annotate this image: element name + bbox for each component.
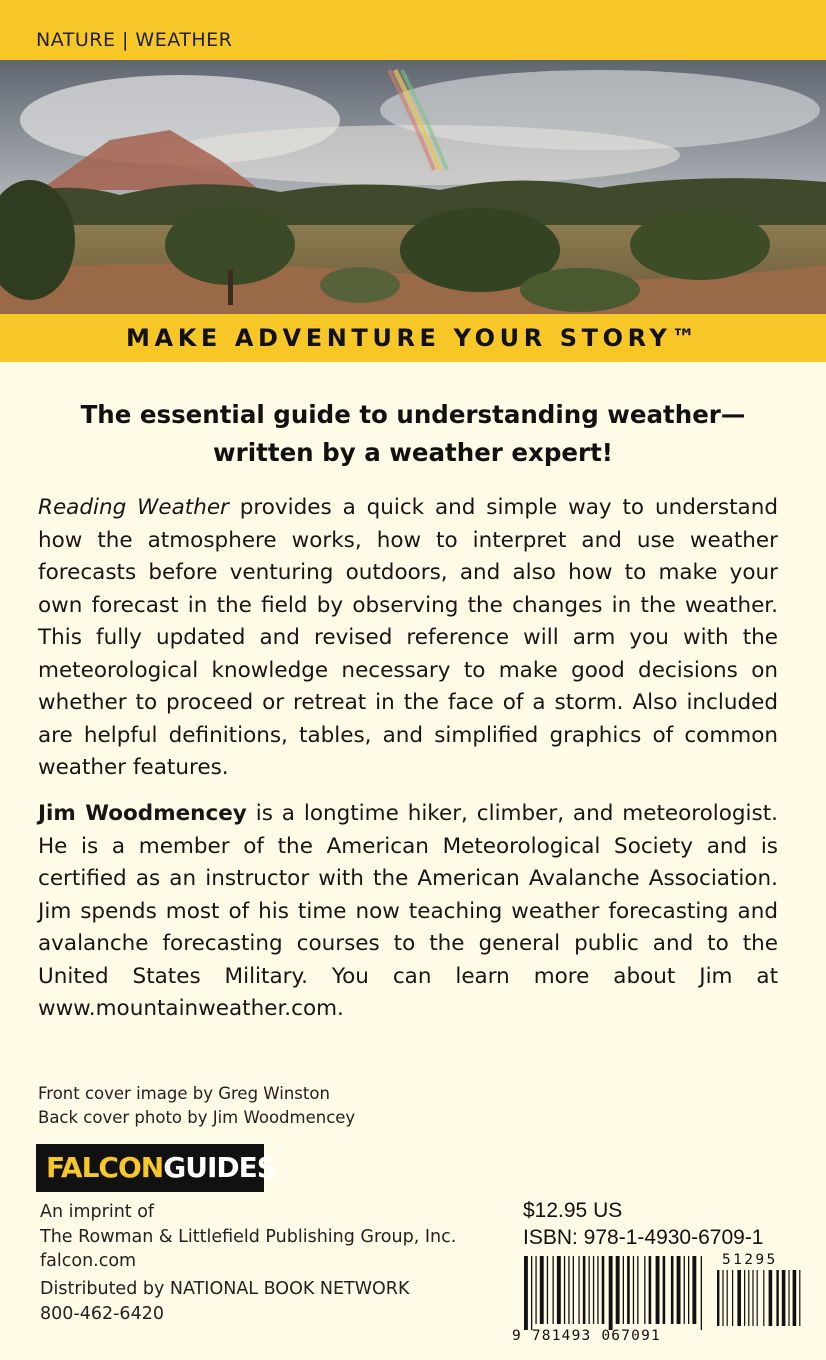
author-name: Jim Woodmencey	[38, 801, 247, 826]
slogan-banner	[0, 314, 826, 362]
barcode-addon-bar	[763, 1270, 764, 1326]
barcode-bar	[663, 1256, 666, 1324]
registered-mark: ®	[275, 1146, 284, 1156]
barcode-bar	[684, 1256, 685, 1324]
barcode-bar	[589, 1256, 590, 1324]
landscape-rainbow-photo-icon	[0, 60, 826, 314]
barcode-bar	[597, 1256, 598, 1324]
barcode-bar	[593, 1256, 594, 1324]
imprint-line-1: An imprint of	[40, 1202, 155, 1222]
barcode	[512, 1250, 802, 1350]
barcode-addon-bar	[732, 1270, 733, 1326]
logo-part-1: FALCON	[46, 1151, 164, 1184]
imprint-line-2: The Rowman & Littlefield Publishing Group, Inc.	[40, 1226, 457, 1247]
barcode-bar	[524, 1256, 528, 1330]
barcode-addon-digits: 51295	[722, 1252, 778, 1268]
publisher-imprint	[40, 1200, 456, 1274]
barcode-bar	[573, 1256, 574, 1324]
distributor-phone: 800-462-6420	[40, 1303, 164, 1324]
cover-photo	[0, 60, 826, 314]
slogan-text: MAKE ADVENTURE YOUR STORY™	[126, 324, 700, 352]
barcode-addon-bar	[722, 1270, 723, 1326]
logo-part-2: GUIDES	[163, 1151, 276, 1184]
barcode-bar	[564, 1256, 565, 1324]
barcode-bar	[671, 1256, 674, 1324]
barcode-addon-bar	[748, 1270, 749, 1326]
barcode-addon-bar	[757, 1270, 758, 1326]
barcode-bar	[637, 1256, 638, 1324]
barcode-addon-bar	[769, 1270, 773, 1326]
barcode-bar	[677, 1256, 681, 1324]
top-banner	[0, 0, 826, 60]
front-cover-credit: Front cover image by Greg Winston	[38, 1084, 330, 1103]
barcode-addon-bar	[793, 1270, 797, 1326]
photo-credits	[38, 1082, 355, 1130]
falconguides-logo	[36, 1144, 284, 1192]
barcode-bar	[568, 1256, 569, 1324]
barcode-addon-bar	[752, 1270, 753, 1326]
barcode-bar	[656, 1256, 660, 1324]
headline-line-2: written by a weather expert!	[213, 438, 613, 467]
barcode-bar	[633, 1256, 634, 1324]
barcode-addon-bar	[737, 1270, 741, 1326]
barcode-addon-bar	[782, 1270, 786, 1326]
barcode-bar	[616, 1256, 620, 1324]
headline	[40, 396, 786, 472]
book-title: Reading Weather	[38, 495, 229, 520]
author-bio-paragraph	[38, 798, 778, 1026]
distribution-info	[40, 1277, 409, 1326]
barcode-bar	[623, 1256, 624, 1324]
price: $12.95 US	[523, 1199, 623, 1222]
author-bio: is a longtime hiker, climber, and meteorologist. He is a member of the American Meteorological Society and is certified as an instructor with the American Avalanche Association. Jim spends most of his time now teaching weather forecasting and avalanche forecasting courses to the general public and to the United States Military. You can learn more about Jim at www.mountainweather.com.	[38, 801, 778, 1021]
isbn: ISBN: 978-1-4930-6709-1	[523, 1226, 764, 1249]
barcode-addon-bar	[799, 1270, 800, 1326]
description-paragraph	[38, 492, 778, 785]
barcode-bar	[701, 1256, 702, 1330]
barcode-bar	[540, 1256, 544, 1324]
barcode-bar	[688, 1256, 689, 1324]
barcode-bar	[557, 1256, 561, 1324]
headline-line-1: The essential guide to understanding weather—	[80, 400, 746, 429]
barcode-bar	[535, 1256, 536, 1324]
category-label: NATURE | WEATHER	[36, 29, 233, 51]
barcode-addon-bar	[727, 1270, 728, 1326]
barcode-bar	[627, 1256, 630, 1324]
barcode-bar	[602, 1256, 605, 1324]
barcode-bar	[644, 1256, 645, 1324]
barcode-bar	[531, 1256, 532, 1330]
barcode-addon-bar	[788, 1270, 789, 1326]
barcode-addon-bar	[776, 1270, 778, 1326]
barcode-bar	[609, 1256, 613, 1330]
barcode-bar	[553, 1256, 554, 1324]
barcode-addon-bar	[744, 1270, 745, 1326]
barcode-bar	[578, 1256, 579, 1324]
publisher-website: falcon.com	[40, 1251, 137, 1271]
barcode-addon-bar	[717, 1270, 719, 1326]
barcode-bar	[692, 1256, 696, 1324]
barcode-bar	[583, 1256, 586, 1324]
barcode-bar	[547, 1256, 548, 1324]
distributor: Distributed by NATIONAL BOOK NETWORK	[40, 1279, 410, 1299]
back-cover-credit: Back cover photo by Jim Woodmencey	[38, 1108, 356, 1127]
description-body: provides a quick and simple way to understand how the atmosphere works, how to interpret and use weather forecasts before venturing outdoors, and also how to make your own forecast in the field by observing the changes in the weather. This fully updated and revised reference will arm you with the meteorological knowledge necessary to make good decisions on whether to proceed or retreat in the face of a storm. Also included are helpful definitions, tables, and simplified graphics of common weather features.	[38, 495, 778, 780]
barcode-bar	[649, 1256, 652, 1324]
barcode-main-digits: 9 781493 067091	[512, 1328, 661, 1344]
